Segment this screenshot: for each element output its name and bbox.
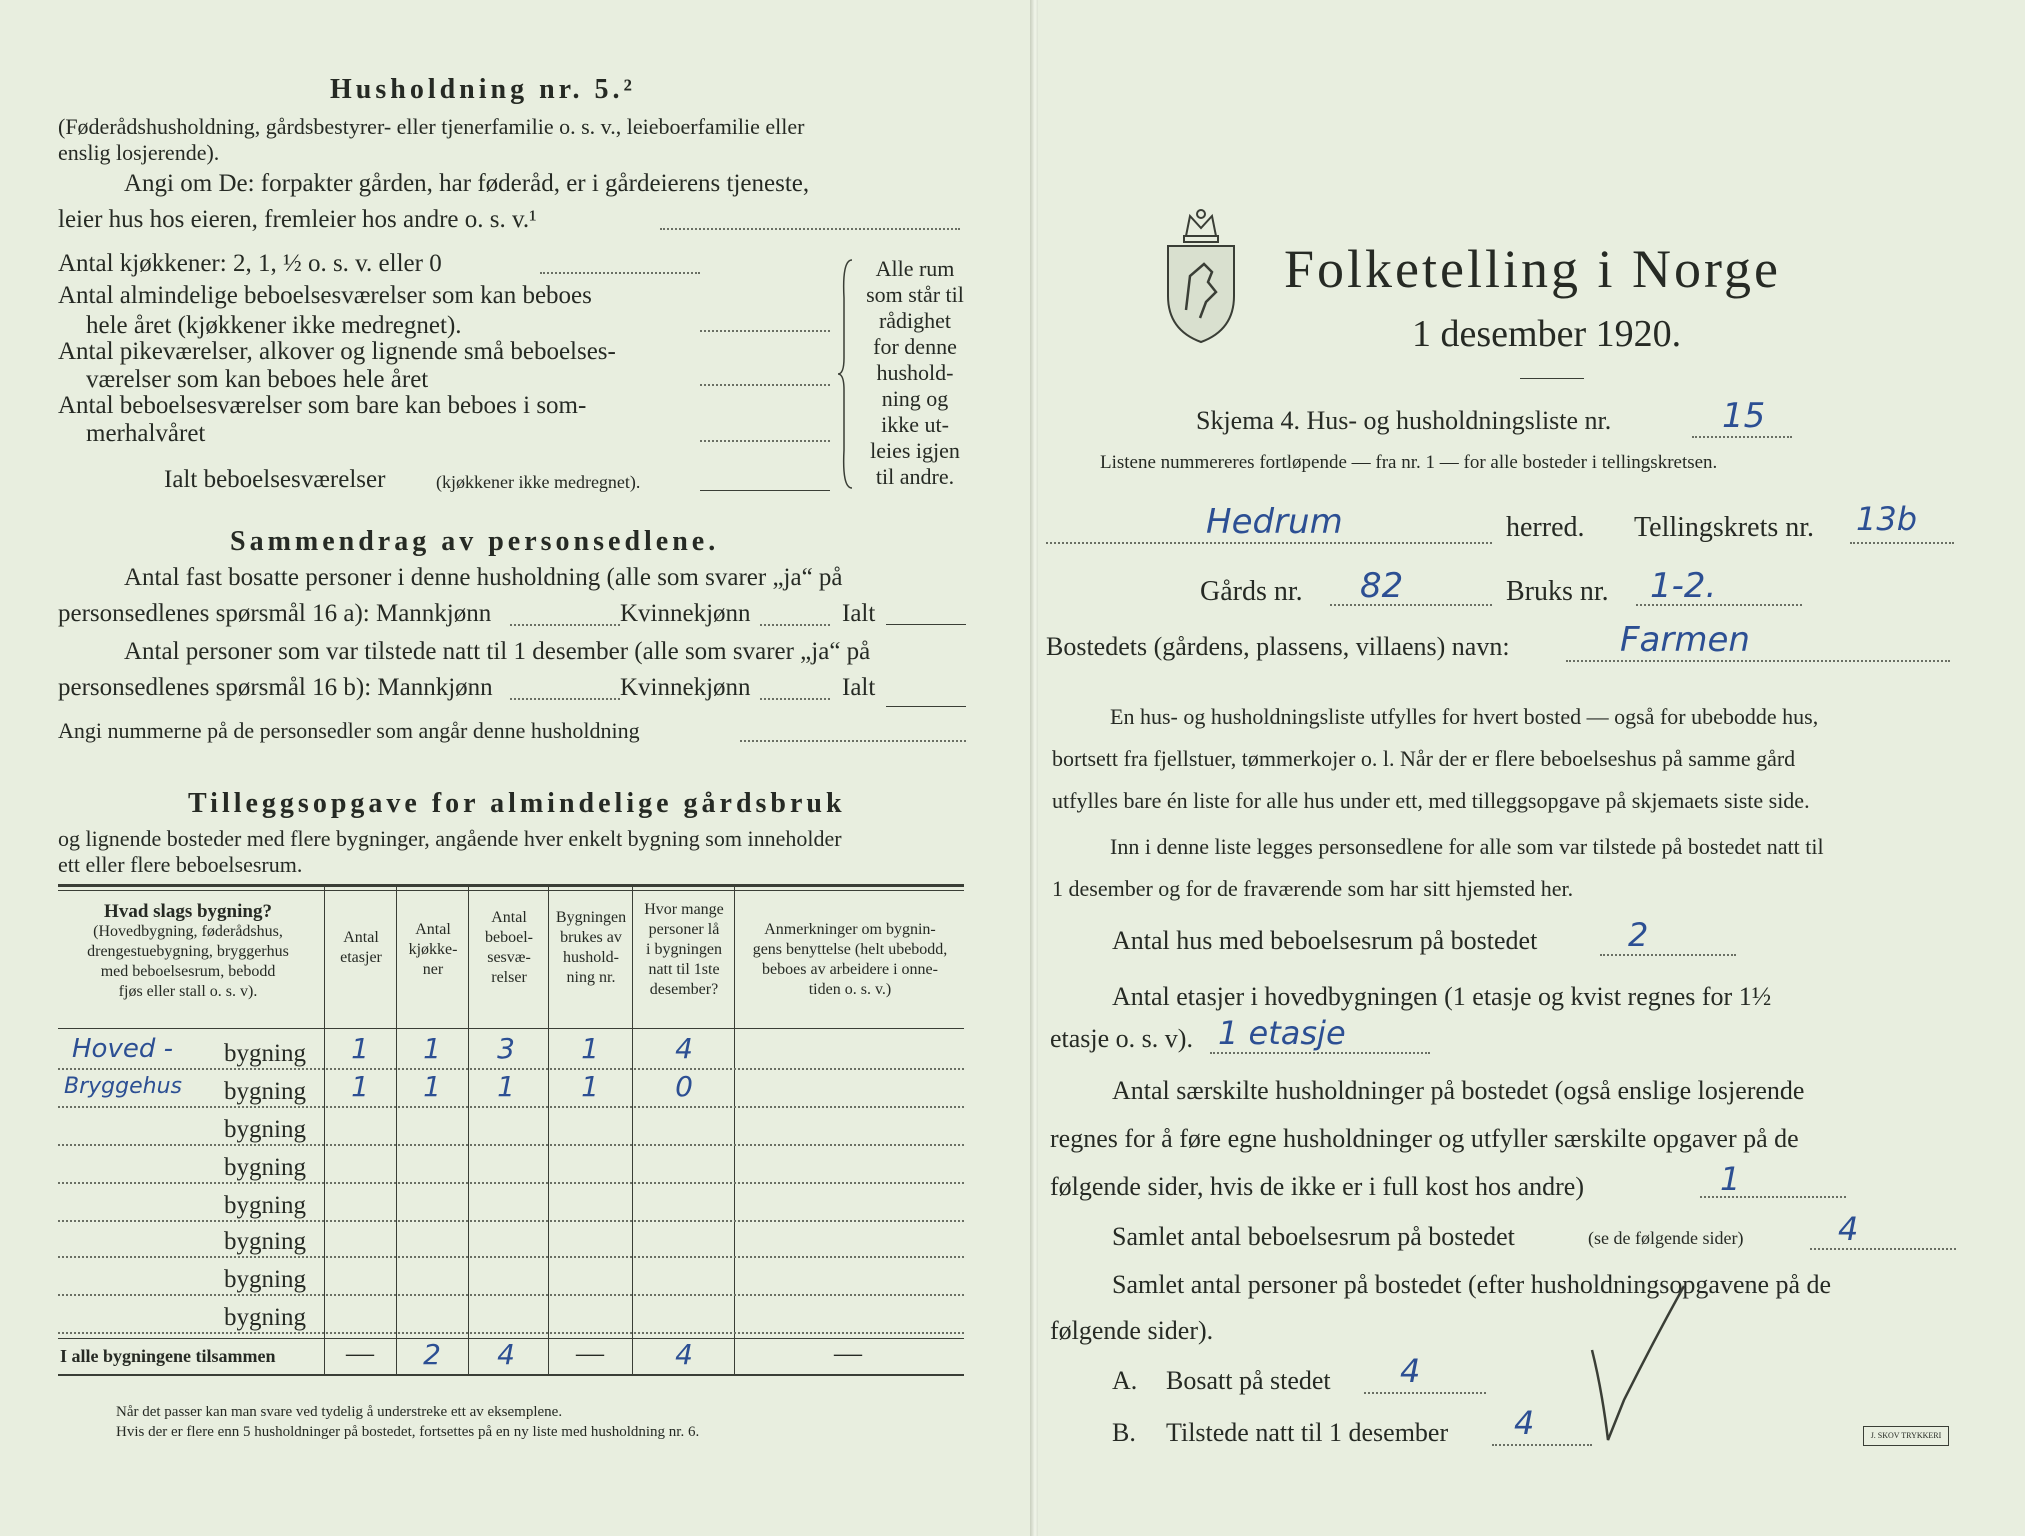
- samlet-rum-value[interactable]: 4: [1838, 1210, 1859, 1248]
- gards-label: Gårds nr.: [1200, 576, 1303, 607]
- intro-line1: (Føderådshusholdning, gårdsbestyrer- eller tjenerfamilie o. s. v., leieboerfamilie eller: [58, 114, 805, 139]
- row7-bygning-label: bygning: [224, 1266, 306, 1293]
- fast-ialt-label: Ialt: [842, 600, 876, 627]
- row1-personer[interactable]: 4: [675, 1032, 693, 1065]
- herred-value[interactable]: Hedrum: [1206, 502, 1343, 542]
- footnote-1: Når det passer kan man svare ved tydelig å understreke ett av eksemplene.: [116, 1404, 563, 1420]
- angi-line1: Angi om De: forpakter gården, har føderåd, er i gårdeierens tjeneste,: [124, 170, 810, 197]
- tellingskrets-value[interactable]: 13b: [1856, 500, 1918, 538]
- samlet-pers-line1: Samlet antal personer på bostedet (efter husholdningsopgavene på de: [1112, 1270, 1832, 1299]
- skjema-nr[interactable]: 15: [1722, 396, 1766, 436]
- th-anm: Anmerkninger om bygnin- gens benyttelse (helt ubebodd, beboes av arbeidere i onne- tiden o. s. v.): [752, 921, 948, 998]
- antal-hus-line: [1600, 954, 1736, 956]
- brace-icon: [836, 258, 856, 490]
- gards-line: [1330, 604, 1492, 606]
- pike-line2: værelser som kan beboes hele året: [86, 366, 429, 393]
- building-table: [58, 884, 964, 1382]
- ialt-note: (kjøkkener ikke medregnet).: [436, 472, 641, 492]
- hush-line1: Antal særskilte husholdninger på bostedet (også enslige losjerende: [1112, 1076, 1805, 1105]
- samlet-rum-line: [1810, 1248, 1956, 1250]
- sommer-field[interactable]: [700, 440, 830, 442]
- total-brukes: —: [576, 1338, 604, 1369]
- intro-line2: enslig losjerende).: [58, 140, 220, 165]
- kjokkener-label: Antal kjøkkener: 2, 1, ½ o. s. v. eller 0: [58, 250, 442, 277]
- bostedets-value[interactable]: Farmen: [1620, 620, 1750, 660]
- nummerne-label: Angi nummerne på de personsedler som angår denne husholdning: [58, 718, 640, 743]
- fast-line1: Antal fast bosatte personer i denne husholdning (alle som svarer „ja“ på: [124, 564, 843, 591]
- row2-etasjer[interactable]: 1: [351, 1070, 369, 1103]
- hush-line2: regnes for å føre egne husholdninger og utfyller særskilte opgaver på de: [1050, 1124, 1799, 1153]
- samlet-rum-note: (se de følgende sider): [1588, 1228, 1744, 1248]
- alm-line2: hele året (kjøkkener ikke medregnet).: [86, 312, 462, 339]
- tilstede-kvinne-label: Kvinnekjønn: [620, 674, 751, 701]
- antal-hus-label: Antal hus med beboelsesrum på bostedet: [1112, 926, 1538, 955]
- tillegg-line2: ett eller flere beboelsesrum.: [58, 852, 303, 877]
- checkmark-icon: [1584, 1280, 1694, 1450]
- tilstede-mann-field[interactable]: [510, 698, 620, 700]
- para2-line2: 1 desember og for de fraværende som har sitt hjemsted her.: [1052, 876, 1574, 901]
- printer-stamp: J. SKOV TRYKKERI: [1863, 1426, 1949, 1446]
- antal-hus-value[interactable]: 2: [1628, 916, 1649, 954]
- household-heading: Husholdning nr. 5.²: [330, 74, 636, 105]
- row1-bygning-label: bygning: [224, 1040, 306, 1067]
- samlet-pers-line2: følgende sider).: [1050, 1316, 1214, 1345]
- row1-beboelse[interactable]: 3: [497, 1032, 515, 1065]
- etasjer-line2: etasje o. s. v).: [1050, 1024, 1193, 1053]
- census-date: 1 desember 1920.: [1412, 313, 1682, 355]
- ialt-field[interactable]: [700, 490, 830, 491]
- para1-line1: En hus- og husholdningsliste utfylles for hvert bosted — også for ubebodde hus,: [1110, 704, 1819, 729]
- row2-personer[interactable]: 0: [675, 1070, 693, 1103]
- tilstede-ialt-label: Ialt: [842, 674, 876, 701]
- angi-line2: leier hus hos eieren, fremleier hos andre o. s. v.¹: [58, 206, 537, 233]
- etasjer-value[interactable]: 1 etasje: [1218, 1014, 1346, 1052]
- total-kjokkener[interactable]: 2: [423, 1338, 441, 1371]
- etasjer-line1: Antal etasjer i hovedbygningen (1 etasje og kvist regnes for 1½: [1112, 982, 1772, 1011]
- total-anm: —: [834, 1338, 862, 1369]
- th-personer: Hvor mange personer lå i bygningen natt til 1ste desember?: [644, 901, 724, 998]
- th-beboelse: Antal beboel- sesvæ- relser: [485, 909, 533, 986]
- herred-label: herred.: [1506, 512, 1585, 543]
- th-brukes: Bygningen brukes av hushold- ning nr.: [555, 909, 627, 986]
- kjokkener-field[interactable]: [540, 272, 700, 274]
- row1-name[interactable]: Hoved -: [72, 1034, 173, 1064]
- pike-field[interactable]: [700, 384, 830, 386]
- fast-mann-field[interactable]: [510, 624, 620, 626]
- tilstede-kvinne-field[interactable]: [760, 698, 830, 700]
- skjema-label: Skjema 4. Hus- og husholdningsliste nr.: [1196, 406, 1612, 435]
- tilstede-letter: B.: [1112, 1418, 1136, 1447]
- row1-etasjer[interactable]: 1: [351, 1032, 369, 1065]
- row3-bygning-label: bygning: [224, 1116, 306, 1143]
- etasjer-line: [1210, 1052, 1430, 1054]
- bostedets-label: Bostedets (gårdens, plassens, villaens) navn:: [1046, 632, 1510, 661]
- herred-line: [1046, 542, 1492, 544]
- total-etasjer: —: [346, 1338, 374, 1369]
- alm-field[interactable]: [700, 330, 830, 332]
- row2-beboelse[interactable]: 1: [497, 1070, 515, 1103]
- tilstede-line: [1492, 1444, 1592, 1446]
- total-beboelse[interactable]: 4: [497, 1338, 515, 1371]
- tilstede-label: Tilstede natt til 1 desember: [1166, 1418, 1449, 1447]
- tilstede-value[interactable]: 4: [1514, 1404, 1535, 1442]
- bosatt-letter: A.: [1112, 1366, 1138, 1395]
- listene-note: Listene nummereres fortløpende — fra nr. 1 — for alle bosteder i tellingskretsen.: [1100, 452, 1718, 473]
- fast-kvinne-label: Kvinnekjønn: [620, 600, 751, 627]
- tilstede-line2: personsedlenes spørsmål 16 b): Mannkjønn: [58, 674, 493, 701]
- hush-value[interactable]: 1: [1720, 1160, 1741, 1198]
- tillegg-heading: Tilleggsopgave for almindelige gårdsbruk: [188, 788, 846, 819]
- total-personer[interactable]: 4: [675, 1338, 693, 1371]
- bosatt-label: Bosatt på stedet: [1166, 1366, 1331, 1395]
- tellingskrets-line: [1850, 542, 1954, 544]
- brace-note: Alle rum som står til rådighet for denne hushold- ning og ikke ut- leies igjen til andre.: [866, 256, 964, 489]
- bruks-label: Bruks nr.: [1506, 576, 1609, 607]
- para2-line1: Inn i denne liste legges personsedlene for alle som var tilstede på bostedet natt til: [1110, 834, 1824, 859]
- bosatt-line: [1364, 1392, 1486, 1394]
- total-label: I alle bygningene tilsammen: [60, 1346, 276, 1366]
- tilstede-line1: Antal personer som var tilstede natt til 1 desember (alle som svarer „ja“ på: [124, 638, 871, 665]
- bruks-value[interactable]: 1-2.: [1650, 566, 1717, 606]
- th-etasjer: Antal etasjer: [340, 929, 382, 966]
- th-type: Hvad slags bygning? (Hovedbygning, føderådshus, drengestuebygning, bryggerhus med beboelsesrum, bebodd fjøs eller stall o. s. v).: [87, 901, 289, 1000]
- row2-bygning-label: bygning: [224, 1078, 306, 1105]
- th-kjokkener: Antal kjøkke- ner: [408, 921, 458, 978]
- row2-brukes[interactable]: 1: [581, 1070, 599, 1103]
- row2-kjokkener[interactable]: 1: [423, 1070, 441, 1103]
- para1-line3: utfylles bare én liste for alle hus under ett, med tilleggsopgave på skjemaets siste side.: [1052, 788, 1810, 813]
- skjema-nr-line: [1692, 436, 1792, 438]
- row6-bygning-label: bygning: [224, 1228, 306, 1255]
- fast-ialt-field[interactable]: [886, 624, 966, 625]
- bruks-line: [1636, 604, 1802, 606]
- gards-value[interactable]: 82: [1360, 566, 1404, 606]
- census-title: Folketelling i Norge: [1284, 239, 1781, 299]
- row2-name[interactable]: Bryggehus: [64, 1074, 182, 1099]
- sommer-line2: merhalvåret: [86, 420, 206, 447]
- tellingskrets-label: Tellingskrets nr.: [1634, 512, 1815, 543]
- para1-line2: bortsett fra fjellstuer, tømmerkojer o. l. Når der er flere beboelseshus på samme gård: [1052, 746, 1796, 771]
- sommer-line1: Antal beboelsesværelser som bare kan beboes i som-: [58, 392, 587, 419]
- title-rule: [1520, 378, 1584, 379]
- fast-line2: personsedlenes spørsmål 16 a): Mannkjønn: [58, 600, 492, 627]
- bosatt-value[interactable]: 4: [1400, 1352, 1421, 1390]
- pike-line1: Antal pikeværelser, alkover og lignende små beboelses-: [58, 338, 616, 365]
- nummerne-field[interactable]: [740, 740, 966, 742]
- footnote-2: Hvis der er flere enn 5 husholdninger på bostedet, fortsettes på en ny liste med husholdning nr. 6.: [116, 1424, 700, 1440]
- hush-line3: følgende sider, hvis de ikke er i full kost hos andre): [1050, 1172, 1584, 1201]
- tillegg-line1: og lignende bosteder med flere bygninger, angående hver enkelt bygning som inneholder: [58, 826, 842, 851]
- bostedets-line: [1566, 660, 1950, 662]
- samlet-rum-label: Samlet antal beboelsesrum på bostedet: [1112, 1222, 1515, 1251]
- angi-field[interactable]: [660, 228, 960, 230]
- row1-kjokkener[interactable]: 1: [423, 1032, 441, 1065]
- ialt-label: Ialt beboelsesværelser: [164, 466, 386, 493]
- alm-line1: Antal almindelige beboelsesværelser som kan beboes: [58, 282, 592, 309]
- row1-brukes[interactable]: 1: [581, 1032, 599, 1065]
- row4-bygning-label: bygning: [224, 1154, 306, 1181]
- sammendrag-heading: Sammendrag av personsedlene.: [230, 526, 720, 557]
- tilstede-ialt-field[interactable]: [886, 706, 966, 707]
- row5-bygning-label: bygning: [224, 1192, 306, 1219]
- coat-of-arms-icon: [1160, 206, 1242, 346]
- hush-line: [1700, 1196, 1846, 1198]
- fast-kvinne-field[interactable]: [760, 624, 830, 626]
- row8-bygning-label: bygning: [224, 1304, 306, 1331]
